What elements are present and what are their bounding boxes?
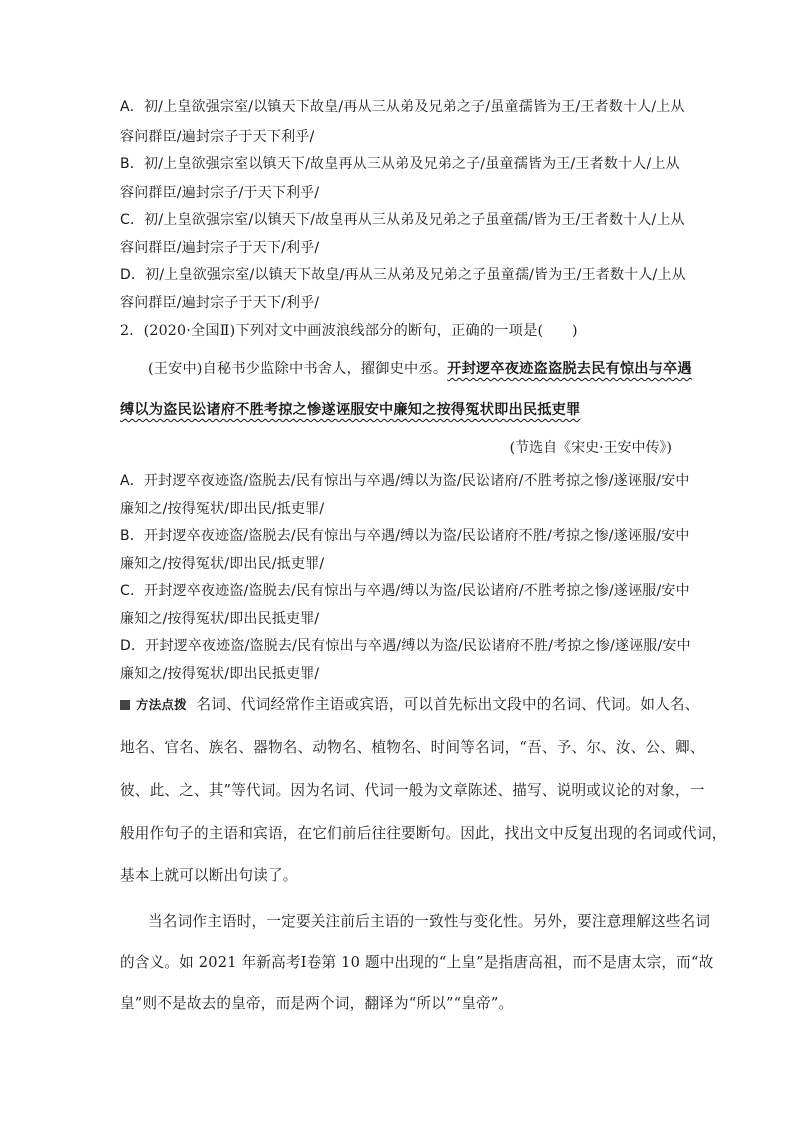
q2-passage-line1 xyxy=(148,358,692,378)
method-line-2: 地名、官名、族名、器物名、动物名、植物名、时间等名词，“吾、予、尔、汝、公、卿、 xyxy=(120,739,705,756)
q1-option-d-line2: 容问群臣/遍封宗子于天下/利乎/ xyxy=(120,295,320,311)
para2-line-2: 的含义。如 2021 年新高考Ⅰ卷第 10 题中出现的“上皇”是指唐高祖，而不是唐太宗，而“故 xyxy=(120,954,714,971)
q2-source: (节选自《宋史·王安中传》) xyxy=(509,440,672,456)
q2-option-b-line1: B．开封逻卒夜迹盗/盗脱去/民有惊出与卒遇/缚以为盗/民讼诸府不胜/考掠之惨/遂诬服/安中 xyxy=(120,528,690,544)
method-line-3: 彼、此、之、其”等代词。因为名词、代词一般为文章陈述、描写、说明或议论的对象，一 xyxy=(120,782,705,799)
q2-option-b-line2: 廉知之/按得冤状/即出民/抵吏罪/ xyxy=(120,556,325,572)
q2-option-a-line2: 廉知之/按得冤状/即出民/抵吏罪/ xyxy=(120,501,325,517)
q2-option-d-line2: 廉知之/按得冤状/即出民抵吏罪/ xyxy=(120,666,320,682)
passage-lead: (王安中)自秘书少监除中书舍人，擢御史中丞。 xyxy=(148,361,448,377)
q2-option-c-line1: C．开封逻卒夜迹盗/盗脱去/民有惊出与卒遇/缚以为盗/民讼诸府/不胜考掠之惨/遂诬服/安中 xyxy=(120,583,690,599)
q1-option-a-line1: A．初/上皇欲强宗室/以镇天下故皇/再从三从弟及兄弟之子/虽童孺皆为王/王者数十人/上从 xyxy=(120,99,685,115)
method-line-1 xyxy=(120,693,700,714)
passage-underlined-1: 开封逻卒夜迹盗盗脱去民有惊出与卒遇 xyxy=(447,361,692,377)
method-tag-icon xyxy=(120,700,130,710)
q1-option-c-line2: 容问群臣/遍封宗子于天下/利乎/ xyxy=(120,240,320,256)
q1-option-a-line2: 容问群臣/遍封宗子于天下利乎/ xyxy=(120,129,315,145)
para2-line-1: 当名词作主语时，一定要关注前后主语的一致性与变化性。另外，要注意理解这些名词 xyxy=(148,913,711,930)
q1-option-c-line1: C．初/上皇欲强宗室/以镇天下/故皇再从三从弟及兄弟之子虽童孺/皆为王/王者数十人/上从 xyxy=(120,212,685,228)
q2-option-c-line2: 廉知之/按得冤状/即出民抵吏罪/ xyxy=(120,611,320,627)
q2-passage-line2 xyxy=(120,399,580,419)
q2-option-d-line1: D．开封逻卒夜迹盗/盗脱去/民有惊出与卒遇/缚以为盗/民讼诸府不胜/考掠之惨/遂诬服/安中 xyxy=(120,638,691,654)
q1-option-b-line1: B．初/上皇欲强宗室以镇天下/故皇再从三从弟及兄弟之子/虽童孺皆为王/王者数十人/上从 xyxy=(120,156,680,172)
q2-stem: 2．(2020·全国Ⅱ)下列对文中画波浪线部分的断句，正确的一项是( ) xyxy=(120,323,578,339)
para2-line-3: 皇”则不是故去的皇帝，而是两个词，翻译为“所以”“皇帝”。 xyxy=(120,995,514,1012)
method-line-4: 般用作句子的主语和宾语，在它们前后往往要断句。因此，找出文中反复出现的名词或代词， xyxy=(120,825,727,842)
method-tag: 方法点拨 xyxy=(136,697,187,712)
method-line-5: 基本上就可以断出句读了。 xyxy=(120,867,298,884)
q2-option-a-line1: A．开封逻卒夜迹盗/盗脱去/民有惊出与卒遇/缚以为盗/民讼诸府/不胜考掠之惨/遂诬服/安中 xyxy=(120,473,690,489)
q1-option-d-line1: D．初/上皇欲强宗室/以镇天下故皇/再从三从弟及兄弟之子虽童孺/皆为王/王者数十人/上从 xyxy=(120,267,686,283)
method-text-1: 名词、代词经常作主语或宾语，可以首先标出文段中的名词、代词。如人名、 xyxy=(196,696,700,713)
passage-underlined-2: 缚以为盗民讼诸府不胜考掠之惨遂诬服安中廉知之按得冤状即出民抵吏罪 xyxy=(120,402,581,418)
q1-option-b-line2: 容问群臣/遍封宗子/于天下利乎/ xyxy=(120,185,320,201)
